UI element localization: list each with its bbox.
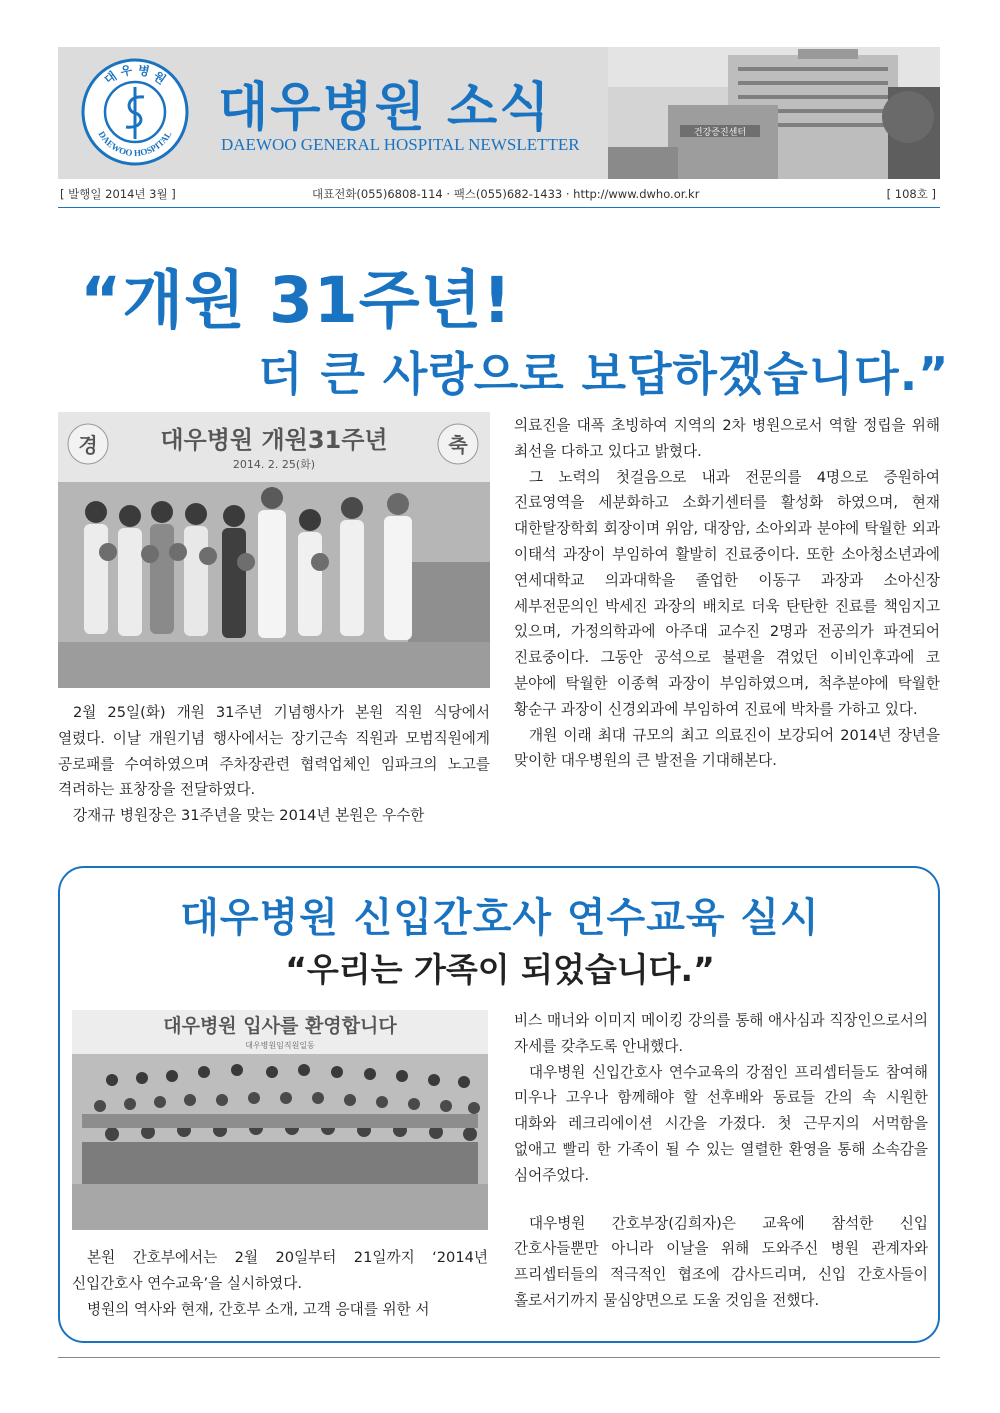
article1-paragraph: 그 노력의 첫걸음으로 내과 전문의를 4명으로 증원하여 진료영역을 세분화하고 소화기센터를 활성화 하였으며, 현재 대한탈장학회 회장이며 위암, 대장암, 소아외과 분야에 탁월한 외과 이태석 과장이 부임하여 활발히 진료중이다. 또한 소아청소년과에 연세대학교 의과대학을 졸업한 이동구 과장과 소아신장 세부전문의인 박세진 과장의 배치로 더욱 탄탄한 진료를 책임지고 있으며, 가정의학과에 아주대 교수진 2명과 전공의가 파견되어 진료중이다. 그동안 공석으로 불편을 겪었던 이비인후과에 코 분야에 탁월한 이종혁 과장이 부임하였으며, 척추분야에 탁월한 황순구 과장이 신경외과에 부임하여 진료에 박차를 가하고 있다. — [514, 468, 940, 718]
hospital-logo — [80, 57, 190, 167]
headline-line2: 더 큰 사랑으로 보답하겠습니다.” — [258, 347, 950, 401]
new-nurses-group-photo — [72, 1010, 488, 1230]
banner-right-char: 축 — [448, 433, 468, 457]
article1-right-column — [514, 413, 940, 774]
anniversary-photo — [58, 412, 490, 688]
anniversary-banner-date: 2014. 2. 25(화) — [232, 458, 316, 471]
hospital-building-photo — [608, 47, 940, 179]
article2-right-column — [514, 1008, 928, 1314]
article2-title: 대우병원 신입간호사 연수교육 실시 — [180, 895, 820, 941]
headline-line1: “개원 31주년! — [80, 264, 513, 337]
article2-paragraph: 대우병원 간호부장(김희자)은 교육에 참석한 신입 간호사들뿐만 아니라 이날을 위해 도와주신 병원 관계자와 프리셉터들의 적극적인 협조에 감사드리며, 신입 간호사들이 홀로서기까지 물심양면으로 도울 것임을 전했다. — [514, 1214, 928, 1309]
masthead — [58, 47, 940, 179]
newsletter-title: 대우병원 소식 — [218, 78, 552, 138]
footer-divider — [58, 1357, 940, 1358]
article1-paragraph: 개원 이래 최대 규모의 최고 의료진이 보강되어 2014년 장년을 맞이한 대우병원의 큰 발전을 기대해본다. — [514, 726, 940, 770]
banner-left-char: 경 — [78, 433, 98, 457]
welcome-banner: 대우병원 입사를 환영합니다 — [163, 1015, 397, 1037]
article1-paragraph: 강재규 병원장은 31주년을 맞는 2014년 본원은 우수한 — [73, 807, 425, 825]
article2-paragraph: 본원 간호부에서는 2월 20일부터 21일까지 ‘2014년 신입간호사 연수교육’을 실시하였다. — [72, 1249, 488, 1292]
article1-left-column — [58, 700, 490, 829]
contact-info: 대표전화(055)6808-114 · 팩스(055)682-1433 · http://www.dwho.or.kr — [312, 187, 700, 201]
article2-paragraph: 비스 매너와 이미지 메이킹 강의를 통해 애사심과 직장인으로서의 자세를 갖추도록 안내했다. — [514, 1012, 928, 1055]
issue-info-bar — [58, 186, 940, 204]
anniversary-banner: 대우병원 개원31주년 — [160, 426, 388, 454]
logo-top-text: 대 우 병 원 — [101, 62, 169, 87]
newsletter-subtitle: DAEWOO GENERAL HOSPITAL NEWSLETTER — [221, 135, 580, 154]
article2-paragraph: 병원의 역사와 현재, 간호부 소개, 고객 응대를 위한 서 — [87, 1300, 430, 1318]
article1-paragraph: 2월 25일(화) 개원 31주년 기념행사가 본원 직원 식당에서 열렸다. 이날 개원기념 행사에서는 장기근속 직원과 모범직원에게 공로패를 수여하였으며 주차장관련 협력업체인 임파크의 노고를 격려하는 표창장을 전달하였다. — [58, 704, 490, 799]
issue-number: [ 108호 ] — [886, 187, 936, 201]
article2-paragraph: 대우병원 신입간호사 연수교육의 강점인 프리셉터들도 참여해 미우나 고우나 함께해야 할 선후배와 동료들 간의 속 시원한 대화와 레크리에이션 시간을 가졌다. 첫 근무지의 서먹함을 없애고 빨리 한 가족이 될 수 있는 열렬한 환영을 통해 소속감을 심어주었다. — [514, 1063, 928, 1184]
header-divider — [58, 207, 940, 208]
welcome-banner-sub: 대우병원임직원일동 — [245, 1041, 315, 1050]
building-sign: 건강증진센터 — [693, 128, 747, 138]
article2-subtitle: “우리는 가족이 되었습니다.” — [285, 950, 715, 989]
article1-paragraph: 의료진을 대폭 초빙하여 지역의 2차 병원으로서 역할 정립을 위해 최선을 다하고 있다고 밝혔다. — [514, 417, 940, 460]
article2-left-column — [72, 1245, 488, 1322]
logo-bottom-text: DAEWOO HOSPITAL — [96, 129, 174, 159]
issue-date: [ 발행일 2014년 3월 ] — [60, 187, 176, 201]
